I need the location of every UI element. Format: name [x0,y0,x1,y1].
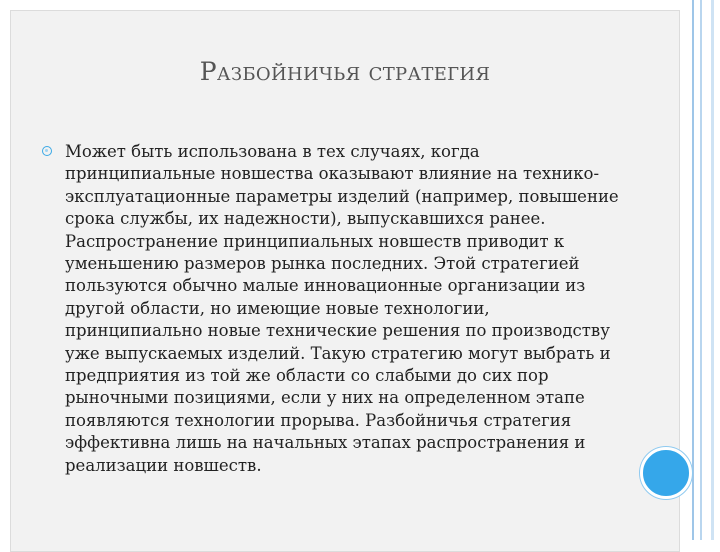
slide-frame [10,10,680,552]
slide-title: Разбойничья стратегия [199,57,491,86]
decorative-rail-line [711,0,714,540]
decorative-rail-line [692,0,694,540]
decorative-rail-line [700,0,702,540]
bullet-icon [42,146,52,156]
slide-body-text: Может быть использована в тех случаях, когда принципиальные новшества оказывают влияние на технико-эксплуатационные параметры изделий (например, повышение срока службы, их надежности), выпускавшихся ранее. Распространение принципиальных новшеств приводит к уменьшению размеров рынка последних. Этой стратегией пользуются обычно малые инновационные организации из другой области, но имеющие новые технологии, принципиально новые технические решения по производству уже выпускаемых изделий. Такую стратегию могут выбрать и предприятия из той же области со слабыми до сих пор рыночными позициями, если у них на определенном этапе появляются технологии прорыва. Разбойничья стратегия эффективна лишь на начальных этапах распространения и реализации новшеств. [65,142,619,475]
decorative-circle-icon [640,447,692,499]
